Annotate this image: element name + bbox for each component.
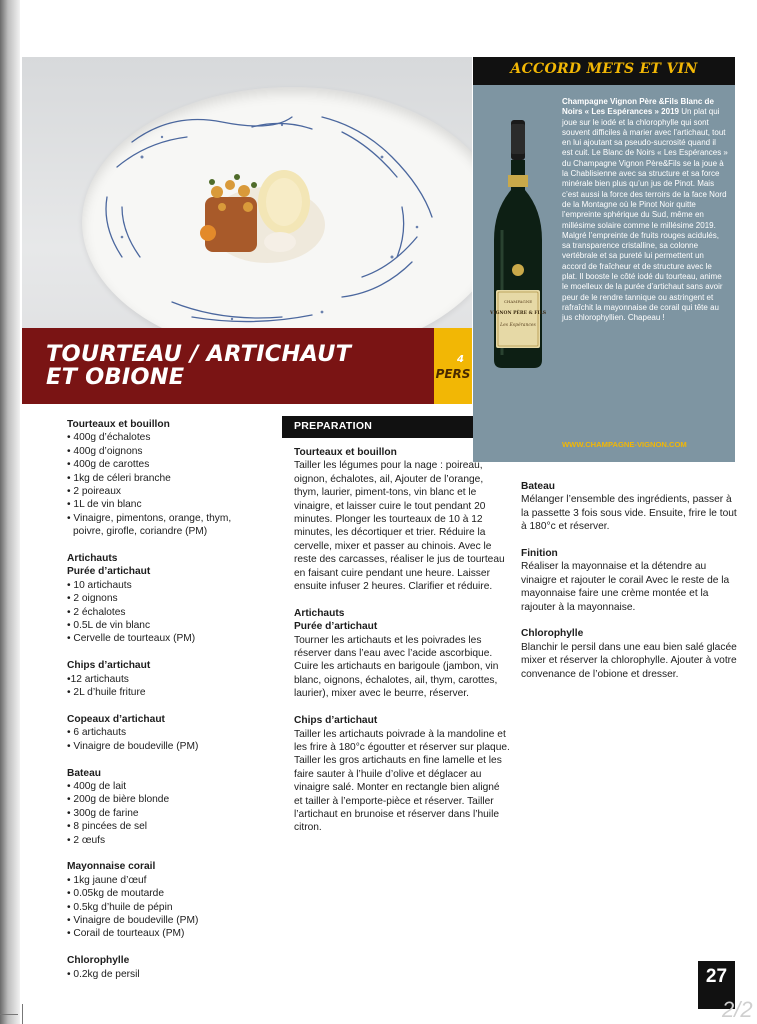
bottle-label-line2: VIGNON PÈRE & FILS bbox=[489, 311, 547, 316]
ingredient-item: • 0.2kg de persil bbox=[67, 968, 140, 980]
ingredient-item: • 400g de carottes bbox=[67, 459, 150, 471]
ingredient-item: • Cervelle de tourteaux (PM) bbox=[67, 633, 196, 645]
preparation-step-text: Réaliser la mayonnaise et la détendre au vinaigre et rajouter le corail Avec le reste de la mayonnaise faire une crème montée et la rajouter à la mayonnaise. bbox=[521, 561, 730, 613]
preparation-column-2 bbox=[521, 480, 737, 694]
ingredient-item: • 2 oignons bbox=[67, 593, 118, 605]
preparation-step-title: Artichauts bbox=[294, 607, 345, 619]
servings-badge bbox=[434, 328, 472, 404]
scan-edge bbox=[0, 0, 20, 1024]
ingredient-item: • 200g de bière blonde bbox=[67, 794, 170, 806]
ingredient-item: • 0.5kg d’huile de pépin bbox=[67, 901, 173, 913]
ingredient-group-title: Mayonnaise corail bbox=[67, 861, 156, 873]
ingredient-group bbox=[67, 552, 272, 646]
ingredient-group bbox=[67, 418, 272, 539]
ingredient-group-title: Chlorophylle bbox=[67, 955, 130, 967]
ingredient-item: • 2 échalotes bbox=[67, 606, 126, 618]
preparation-step-title: Bateau bbox=[521, 481, 555, 492]
ingredient-item: • 10 artichauts bbox=[67, 579, 132, 591]
page-counter: 2/2 bbox=[722, 997, 753, 1022]
preparation-step-title: Chips d’artichaut bbox=[294, 715, 378, 727]
ingredient-item: • 400g d’échalotes bbox=[67, 432, 151, 444]
preparation-step-text: Blanchir le persil dans une eau bien salé glacée mixer et réserver la chlorophylle. Ajouter à votre convenance de l’obione et dresser. bbox=[521, 641, 737, 680]
preparation-column bbox=[294, 446, 510, 848]
preparation-step-subtitle: Purée d’artichaut bbox=[294, 621, 378, 633]
ingredients-column bbox=[67, 418, 272, 994]
preparation-step-text: Tailler les légumes pour la nage : poireau, oignon, échalotes, ail, Ajouter de l’orange, thym, laurier, piment-tons, vin blanc et le vinaigre, et laisser cuire le tout pendant 20 minutes. Plonger les tourteaux de 10 à 12 minutes, les décortiquer et trier. Réduire la cervelle, mixer et passer au chinois. Avec le reste des carcasses, réaliser le jus de tourteau en faisant cuire pendant une heure. Laisser ensuite infuser 2 heures. Clarifier et réduire. bbox=[294, 460, 505, 593]
ingredient-item: •12 artichauts bbox=[67, 673, 129, 685]
ingredient-item: • 400g d’oignons bbox=[67, 445, 143, 457]
ingredient-group bbox=[67, 713, 272, 753]
ingredient-item: poivre, girofle, coriandre (PM) bbox=[73, 526, 208, 538]
wine-description: Un plat qui joue sur le iodé et la chlorophylle qui sont souvent difficiles à marier avec l’artichaut, tout en lui ajoutant sa pseudo-sucrosité quand il est cuit. Le Blanc de Noirs « Les Espérances » du Champagne Vignon Père&Fils se la joue à la Chablisienne avec sa structure et sa force minérale bien plus qu’un jus de Pinot. Mais c’est aussi la force des terroirs de la face Nord de la Montagne où le Pinot Noir quitte l’empreinte sphérique du Sud, même en millésime solaire comme le millésime 2019. Malgré l’empreinte de fruits rouges acidulés, sa transparence cristalline, sa colonne vertébrale et sa pureté lui permettent un accord de fraîcheur et de structure avec le plat. Il booste le côté iodé du tourteau, anime le moelleux de la purée d’artichaut sans avoir peur de le rendre tannique ou astringent et rafraîchit la mayonnaise de corail qui tête au jus chlorophyllien. Chapeau ! bbox=[562, 107, 728, 323]
preparation-step-title: Chlorophylle bbox=[521, 628, 584, 640]
preparation-step-text: Tailler les artichauts poivrade à la mandoline et les frire à 180°c égoutter et réserver sur plaque. Tailler les gros artichauts en fine lamelle et les faire sauter à l’huile d’olive et déglacer au vinaigre salé. Monter en rectangle bien aligné et tailler à l’emporte-pièce et réserver. Tailler l’artichaut en brunoise et réserver dans l’huile citron. bbox=[294, 728, 510, 834]
ingredient-item: • Vinaigre de boudeville (PM) bbox=[67, 914, 199, 926]
bottle-label-line1: CHAMPAGNE bbox=[503, 299, 533, 304]
ingredient-group-title: Tourteaux et bouillon bbox=[67, 419, 170, 430]
ingredient-group bbox=[67, 954, 272, 981]
winery-website-link[interactable]: WWW.CHAMPAGNE-VIGNON.COM bbox=[562, 440, 687, 449]
ingredient-group-title: Chips d’artichaut bbox=[67, 660, 151, 672]
ingredient-item: • Corail de tourteaux (PM) bbox=[67, 928, 185, 940]
servings-label: PERS bbox=[435, 367, 471, 381]
preparation-title: PREPARATION bbox=[294, 420, 373, 432]
bottle-label-line3: Les Espérances bbox=[500, 323, 536, 328]
ingredient-group bbox=[67, 860, 272, 940]
ingredient-item: • 0.5L de vin blanc bbox=[67, 620, 151, 632]
ingredient-item: • 0.05kg de moutarde bbox=[67, 888, 165, 900]
recipe-title-line1: TOURTEAU / ARTICHAUT bbox=[46, 341, 352, 367]
ingredient-group bbox=[67, 767, 272, 847]
ingredient-group-title: Artichauts bbox=[67, 553, 118, 565]
ingredient-item: • 1L de vin blanc bbox=[67, 499, 142, 511]
wine-description-block bbox=[562, 97, 728, 324]
ingredient-item: • Vinaigre de boudeville (PM) bbox=[67, 740, 199, 752]
wine-name: Champagne Vignon Père &Fils Blanc de Noirs « Les Espérances » 2019 bbox=[562, 97, 714, 117]
ingredient-group bbox=[67, 659, 272, 699]
champagne-bottle-image bbox=[486, 120, 550, 370]
ingredient-item: • Vinaigre, pimentons, orange, thym, bbox=[67, 512, 232, 524]
ingredient-item: • 6 artichauts bbox=[67, 727, 127, 739]
preparation-step-text: Tourner les artichauts et les poivrades les réserver dans l’eau avec l’acide ascorbique. Cuire les artichauts en barigoule (jambon, vin blanc, oignons, échalotes, ail, thym, carottes, laurier), mixer avec le beurre, réserver. bbox=[294, 634, 499, 700]
recipe-title-line2: ET OBIONE bbox=[46, 364, 185, 390]
ingredient-group-title: Copeaux d’artichaut bbox=[67, 713, 165, 725]
servings-number: 4 bbox=[457, 354, 464, 365]
ingredient-item: • 1kg jaune d’œuf bbox=[67, 874, 147, 886]
ingredient-group-title: Bateau bbox=[67, 767, 101, 779]
page-number: 27 bbox=[705, 966, 728, 987]
preparation-step-text: Mélanger l’ensemble des ingrédients, passer à la passette 3 fois sous vide. Ensuite, frire le tout à 180°c et réserver. bbox=[521, 494, 737, 533]
ingredient-item: • 2 poireaux bbox=[67, 486, 121, 498]
ingredient-item: • 300g de farine bbox=[67, 807, 139, 819]
crop-mark bbox=[0, 1014, 18, 1015]
ingredient-item: • 400g de lait bbox=[67, 780, 127, 792]
ingredient-item: • 2 œufs bbox=[67, 834, 106, 846]
wine-pairing-title: ACCORD METS ET VIN bbox=[510, 61, 698, 77]
preparation-step-title: Tourteaux et bouillon bbox=[294, 447, 397, 458]
crop-mark bbox=[22, 1004, 23, 1024]
ingredient-item: • 1kg de céleri branche bbox=[67, 472, 171, 484]
preparation-step-title: Finition bbox=[521, 548, 558, 560]
recipe-title bbox=[46, 343, 426, 389]
ingredient-item: • 8 pincées de sel bbox=[67, 821, 148, 833]
ingredient-group-subtitle: Purée d’artichaut bbox=[67, 566, 151, 578]
ingredient-item: • 2L d’huile friture bbox=[67, 687, 146, 699]
